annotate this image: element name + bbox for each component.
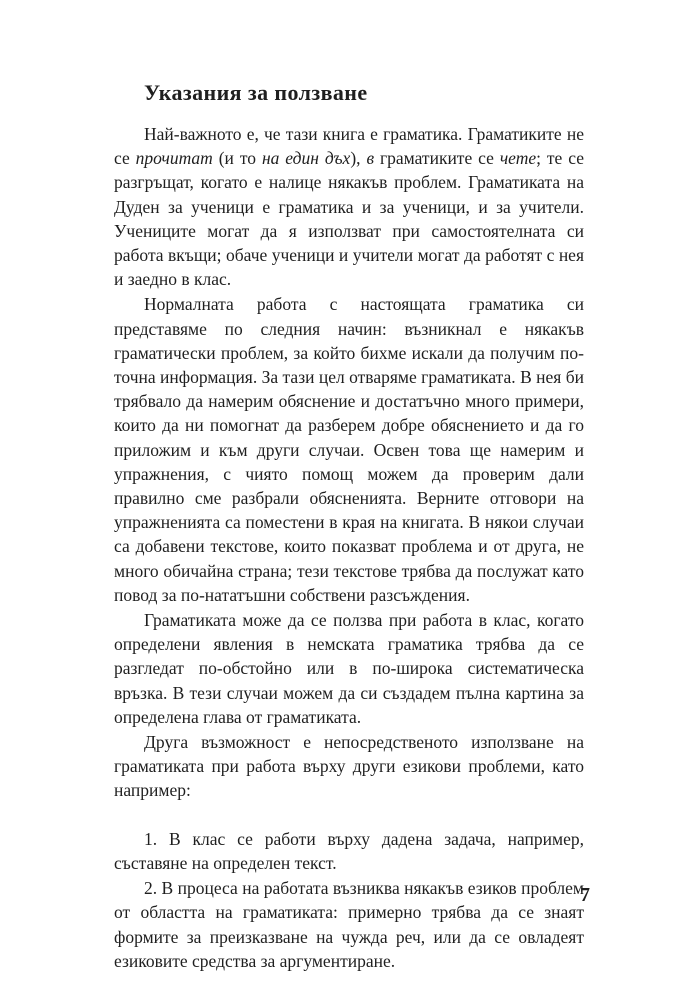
section-heading: Указания за ползване <box>144 80 368 105</box>
body-text <box>114 122 584 803</box>
page-content <box>114 78 584 973</box>
text-run: Най-важното е, че тази книга е граматика. Граматиките не се <box>114 124 584 169</box>
italic-text: прочитат <box>135 148 213 169</box>
text-run: Граматиката може да се ползва при работа в клас, когато определени явления в немската граматика трябва да се разгледат по-обстойно или в по-широка систематическа връзка. В тези случаи можем да си създадем пълна картина за определена глава от граматиката. <box>114 610 584 727</box>
text-run: ), <box>350 148 367 169</box>
italic-text: на един дъх <box>261 148 351 169</box>
italic-text: чете <box>499 148 537 169</box>
list-item-1: 1. В клас се работи върху дадена задача, например, съставяне на определен текст. <box>114 828 584 873</box>
text-run: (и то <box>212 148 262 169</box>
text-run: Нормалната работа с настоящата граматика си представяме по следния начин: възникнал е някакъв граматически проблем, за който бихме искали да получим по-точна информация. За тази цел отваряме граматиката. В нея би трябвало да намерим обяснение и достатъчно много примери, които да ни помогнат да разберем добре обяснението и да го приложим и към други случаи. Освен това ще намерим и упражнения, с чиято помощ можем да проверим дали правилно сме разбрали обясненията. Верните отговори на упражненията са поместени в края на книгата. В някои случаи са добавени текстове, които показват проблема и от друга, не много обичайна страна; тези текстове трябва да послужат като повод за по-нататъшни собствени разсъждения. <box>114 294 584 605</box>
text-run: ; те се разгръщат, когато е налице някакъв проблем. Граматиката на Дуден за ученици е граматика и за ученици, и за учители. Учениците могат да я използват при самостоятелната си работа вкъщи; обаче ученици и учители могат да работят с нея и заедно в клас. <box>114 148 584 290</box>
text-run: граматиките се <box>374 148 500 169</box>
paragraph-1 <box>114 122 584 291</box>
page-number: 7 <box>580 884 590 906</box>
text-run: Друга възможност е непосредственото използване на граматиката при работа върху други езикови проблеми, като например: <box>114 732 584 801</box>
list-item-2: 2. В процеса на работата възниква някакъв езиков проблем от областта на граматиката: примерно трябва да се знаят формите за преизказване на чужда реч, или да се овладеят езиковите средства за аргументиране. <box>114 878 584 971</box>
paragraph-2 <box>114 292 584 607</box>
paragraph-4 <box>114 730 584 803</box>
italic-text: в <box>366 148 375 169</box>
numbered-list <box>114 827 584 973</box>
paragraph-3 <box>114 608 584 729</box>
